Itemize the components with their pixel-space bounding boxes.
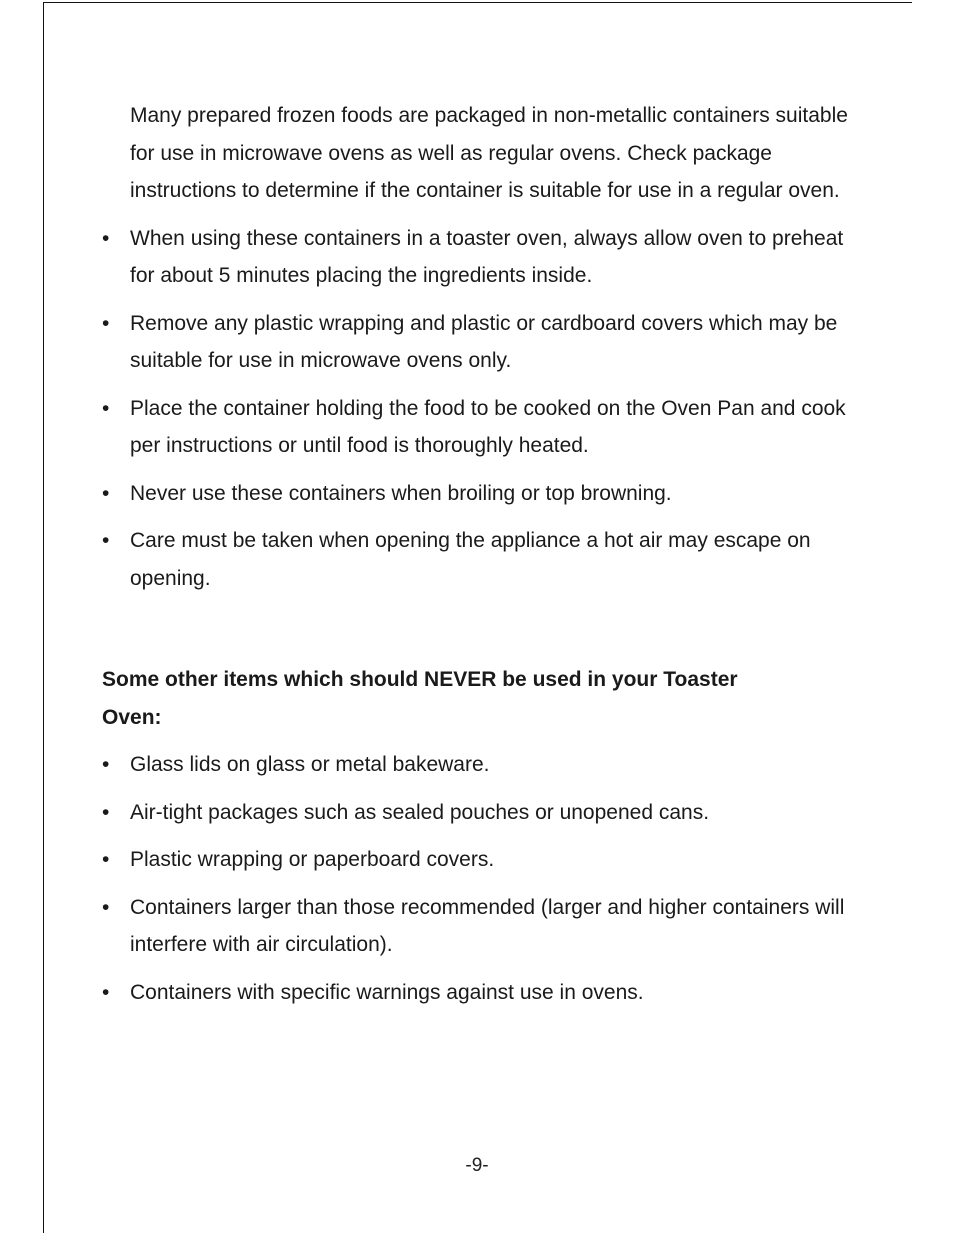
list-item bbox=[102, 889, 862, 964]
page-number: -9- bbox=[465, 1155, 489, 1176]
section-heading: Some other items which should NEVER be used in your Toaster Oven: bbox=[102, 668, 738, 729]
bullet-icon: • bbox=[102, 311, 110, 335]
bullet-icon: • bbox=[102, 753, 110, 776]
container-usage-list bbox=[102, 220, 862, 598]
list-item bbox=[102, 974, 862, 1012]
page-content bbox=[102, 97, 862, 1021]
list-item bbox=[102, 390, 862, 465]
list-item-text: Place the container holding the food to be cooked on the Oven Pan and cook per instructions or until food is thoroughly heated. bbox=[130, 396, 846, 457]
list-item-text: Remove any plastic wrapping and plastic or cardboard covers which may be suitable for use in microwave ovens only. bbox=[130, 311, 838, 372]
bullet-icon: • bbox=[102, 481, 110, 505]
list-item bbox=[102, 220, 862, 295]
bullet-icon: • bbox=[102, 226, 110, 250]
never-use-list bbox=[102, 746, 862, 1011]
list-item bbox=[102, 522, 862, 597]
list-item bbox=[102, 794, 862, 832]
bullet-icon: • bbox=[102, 800, 110, 824]
list-item-text: Containers larger than those recommended (larger and higher containers will interfere with air circulation). bbox=[130, 895, 845, 956]
list-item-text: When using these containers in a toaster oven, always allow oven to preheat for about 5 minutes placing the ingredients inside. bbox=[130, 226, 844, 287]
page-border-left bbox=[43, 2, 44, 1233]
list-item bbox=[102, 475, 862, 513]
bullet-icon: • bbox=[102, 529, 110, 552]
page-border-top bbox=[43, 2, 912, 3]
bullet-icon: • bbox=[102, 980, 110, 1004]
intro-paragraph: Many prepared frozen foods are packaged in non-metallic containers suitable for use in microwave ovens as well as regular ovens. Check package instructions to determine if the container is suitable for use in a regular oven. bbox=[130, 104, 848, 202]
list-item bbox=[102, 746, 862, 784]
list-item-text: Never use these containers when broiling or top browning. bbox=[130, 481, 672, 505]
bullet-icon: • bbox=[102, 396, 110, 420]
list-item-text: Air-tight packages such as sealed pouches or unopened cans. bbox=[130, 800, 710, 824]
bullet-icon: • bbox=[102, 848, 110, 871]
list-item-text: Care must be taken when opening the appliance a hot air may escape on opening. bbox=[130, 529, 811, 590]
list-item bbox=[102, 305, 862, 380]
list-item-text: Glass lids on glass or metal bakeware. bbox=[130, 753, 490, 776]
list-item bbox=[102, 841, 862, 879]
bullet-icon: • bbox=[102, 895, 110, 919]
list-item-text: Containers with specific warnings against use in ovens. bbox=[130, 980, 644, 1004]
list-item-text: Plastic wrapping or paperboard covers. bbox=[130, 848, 495, 871]
